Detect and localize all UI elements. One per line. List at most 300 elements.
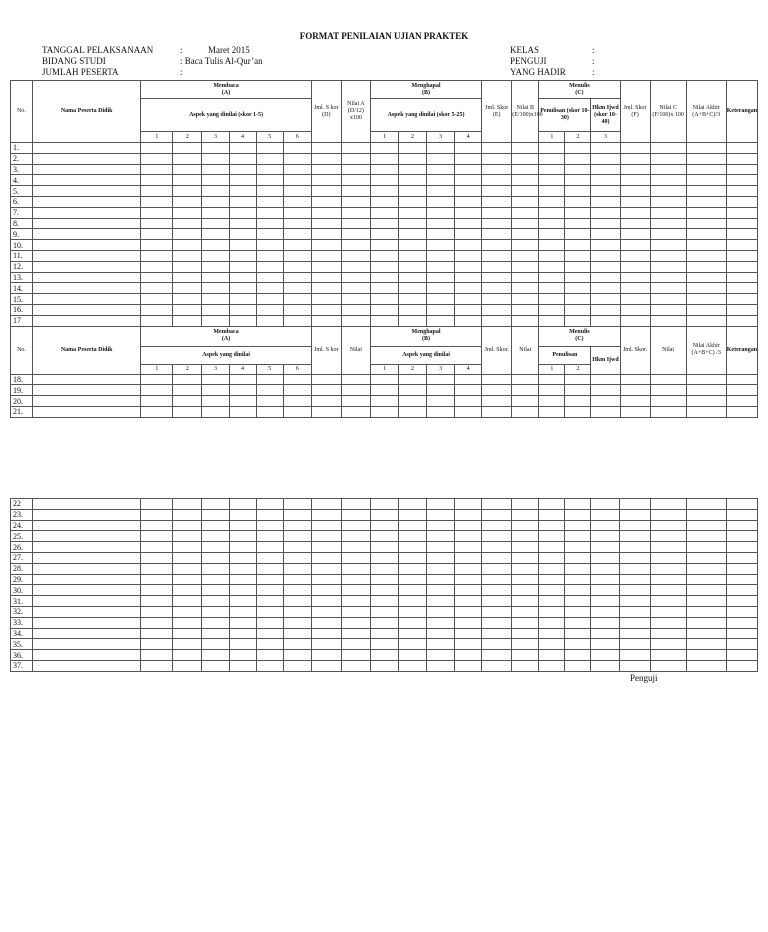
score-cell[interactable]	[33, 606, 141, 617]
score-cell[interactable]	[341, 315, 370, 326]
score-cell[interactable]	[173, 175, 202, 186]
score-cell[interactable]	[565, 304, 591, 315]
score-cell[interactable]	[398, 574, 426, 585]
score-cell[interactable]	[33, 574, 141, 585]
score-cell[interactable]	[173, 574, 202, 585]
score-cell[interactable]	[565, 385, 591, 396]
score-cell[interactable]	[173, 542, 202, 553]
score-cell[interactable]	[686, 406, 726, 417]
score-cell[interactable]	[202, 628, 229, 639]
score-cell[interactable]	[512, 143, 539, 154]
score-cell[interactable]	[229, 207, 256, 218]
score-cell[interactable]	[512, 207, 539, 218]
score-cell[interactable]	[620, 153, 650, 164]
score-cell[interactable]	[311, 396, 341, 407]
score-cell[interactable]	[311, 660, 341, 671]
score-cell[interactable]	[229, 396, 256, 407]
score-cell[interactable]	[33, 499, 141, 510]
score-cell[interactable]	[33, 660, 141, 671]
score-cell[interactable]	[256, 574, 283, 585]
score-cell[interactable]	[565, 406, 591, 417]
score-cell[interactable]	[620, 186, 650, 197]
score-cell[interactable]	[173, 628, 202, 639]
score-cell[interactable]	[33, 552, 141, 563]
score-cell[interactable]	[256, 396, 283, 407]
score-cell[interactable]	[591, 229, 620, 240]
score-cell[interactable]	[283, 294, 311, 305]
score-cell[interactable]	[229, 563, 256, 574]
score-cell[interactable]	[370, 240, 398, 251]
score-cell[interactable]	[256, 563, 283, 574]
score-cell[interactable]	[370, 153, 398, 164]
score-cell[interactable]	[256, 218, 283, 229]
score-cell[interactable]	[256, 304, 283, 315]
score-cell[interactable]	[565, 175, 591, 186]
score-cell[interactable]	[229, 240, 256, 251]
score-cell[interactable]	[341, 574, 370, 585]
score-cell[interactable]	[141, 143, 173, 154]
score-cell[interactable]	[311, 531, 341, 542]
score-cell[interactable]	[455, 552, 482, 563]
score-cell[interactable]	[591, 542, 620, 553]
score-cell[interactable]	[341, 406, 370, 417]
score-cell[interactable]	[229, 531, 256, 542]
score-cell[interactable]	[33, 175, 141, 186]
score-cell[interactable]	[33, 563, 141, 574]
score-cell[interactable]	[256, 143, 283, 154]
score-cell[interactable]	[620, 499, 650, 510]
score-cell[interactable]	[650, 207, 686, 218]
score-cell[interactable]	[512, 272, 539, 283]
score-cell[interactable]	[283, 196, 311, 207]
score-cell[interactable]	[591, 207, 620, 218]
score-cell[interactable]	[426, 509, 454, 520]
score-cell[interactable]	[283, 650, 311, 661]
score-cell[interactable]	[686, 563, 726, 574]
score-cell[interactable]	[341, 218, 370, 229]
score-cell[interactable]	[33, 585, 141, 596]
score-cell[interactable]	[370, 186, 398, 197]
score-cell[interactable]	[256, 406, 283, 417]
score-cell[interactable]	[426, 650, 454, 661]
score-cell[interactable]	[398, 542, 426, 553]
score-cell[interactable]	[341, 396, 370, 407]
score-cell[interactable]	[311, 542, 341, 553]
score-cell[interactable]	[283, 374, 311, 385]
score-cell[interactable]	[539, 650, 565, 661]
score-cell[interactable]	[591, 304, 620, 315]
score-cell[interactable]	[426, 628, 454, 639]
score-cell[interactable]	[565, 240, 591, 251]
score-cell[interactable]	[311, 196, 341, 207]
score-cell[interactable]	[726, 374, 757, 385]
score-cell[interactable]	[341, 143, 370, 154]
score-cell[interactable]	[455, 261, 482, 272]
score-cell[interactable]	[229, 406, 256, 417]
score-cell[interactable]	[311, 143, 341, 154]
score-cell[interactable]	[539, 374, 565, 385]
score-cell[interactable]	[686, 374, 726, 385]
score-cell[interactable]	[650, 261, 686, 272]
score-cell[interactable]	[482, 229, 512, 240]
score-cell[interactable]	[620, 396, 650, 407]
score-cell[interactable]	[565, 650, 591, 661]
score-cell[interactable]	[229, 261, 256, 272]
score-cell[interactable]	[512, 153, 539, 164]
score-cell[interactable]	[341, 520, 370, 531]
score-cell[interactable]	[539, 396, 565, 407]
score-cell[interactable]	[33, 385, 141, 396]
score-cell[interactable]	[726, 385, 757, 396]
score-cell[interactable]	[427, 261, 455, 272]
score-cell[interactable]	[256, 499, 283, 510]
score-cell[interactable]	[398, 385, 426, 396]
score-cell[interactable]	[283, 153, 311, 164]
score-cell[interactable]	[202, 585, 229, 596]
score-cell[interactable]	[482, 218, 512, 229]
score-cell[interactable]	[283, 660, 311, 671]
score-cell[interactable]	[141, 660, 173, 671]
score-cell[interactable]	[141, 175, 173, 186]
score-cell[interactable]	[398, 207, 426, 218]
score-cell[interactable]	[283, 385, 311, 396]
score-cell[interactable]	[202, 596, 229, 607]
score-cell[interactable]	[202, 304, 229, 315]
score-cell[interactable]	[482, 304, 512, 315]
score-cell[interactable]	[455, 585, 482, 596]
score-cell[interactable]	[341, 563, 370, 574]
score-cell[interactable]	[202, 153, 229, 164]
score-cell[interactable]	[141, 628, 173, 639]
score-cell[interactable]	[173, 552, 202, 563]
score-cell[interactable]	[229, 143, 256, 154]
score-cell[interactable]	[341, 207, 370, 218]
score-cell[interactable]	[650, 650, 686, 661]
score-cell[interactable]	[427, 175, 455, 186]
score-cell[interactable]	[726, 396, 757, 407]
score-cell[interactable]	[229, 639, 256, 650]
score-cell[interactable]	[173, 283, 202, 294]
score-cell[interactable]	[539, 304, 565, 315]
score-cell[interactable]	[398, 218, 426, 229]
score-cell[interactable]	[341, 499, 370, 510]
score-cell[interactable]	[620, 520, 650, 531]
score-cell[interactable]	[256, 283, 283, 294]
score-cell[interactable]	[565, 639, 591, 650]
score-cell[interactable]	[512, 218, 539, 229]
score-cell[interactable]	[482, 283, 512, 294]
score-cell[interactable]	[33, 596, 141, 607]
score-cell[interactable]	[620, 385, 650, 396]
score-cell[interactable]	[482, 186, 512, 197]
score-cell[interactable]	[620, 596, 650, 607]
score-cell[interactable]	[398, 499, 426, 510]
score-cell[interactable]	[686, 499, 726, 510]
score-cell[interactable]	[539, 196, 565, 207]
score-cell[interactable]	[283, 617, 311, 628]
score-cell[interactable]	[512, 660, 539, 671]
score-cell[interactable]	[141, 196, 173, 207]
score-cell[interactable]	[686, 396, 726, 407]
score-cell[interactable]	[33, 272, 141, 283]
score-cell[interactable]	[620, 606, 650, 617]
score-cell[interactable]	[33, 542, 141, 553]
score-cell[interactable]	[370, 574, 398, 585]
score-cell[interactable]	[398, 186, 426, 197]
score-cell[interactable]	[283, 283, 311, 294]
score-cell[interactable]	[512, 552, 539, 563]
score-cell[interactable]	[565, 617, 591, 628]
score-cell[interactable]	[620, 639, 650, 650]
score-cell[interactable]	[565, 520, 591, 531]
score-cell[interactable]	[686, 207, 726, 218]
score-cell[interactable]	[539, 552, 565, 563]
score-cell[interactable]	[370, 196, 398, 207]
score-cell[interactable]	[311, 596, 341, 607]
score-cell[interactable]	[427, 153, 455, 164]
score-cell[interactable]	[202, 552, 229, 563]
score-cell[interactable]	[311, 272, 341, 283]
score-cell[interactable]	[398, 196, 426, 207]
score-cell[interactable]	[341, 283, 370, 294]
score-cell[interactable]	[173, 585, 202, 596]
score-cell[interactable]	[229, 283, 256, 294]
score-cell[interactable]	[726, 499, 757, 510]
score-cell[interactable]	[512, 585, 539, 596]
score-cell[interactable]	[256, 229, 283, 240]
score-cell[interactable]	[512, 606, 539, 617]
score-cell[interactable]	[370, 175, 398, 186]
score-cell[interactable]	[173, 660, 202, 671]
score-cell[interactable]	[650, 374, 686, 385]
score-cell[interactable]	[512, 374, 539, 385]
score-cell[interactable]	[726, 294, 757, 305]
score-cell[interactable]	[229, 385, 256, 396]
score-cell[interactable]	[229, 650, 256, 661]
score-cell[interactable]	[650, 229, 686, 240]
score-cell[interactable]	[726, 585, 757, 596]
score-cell[interactable]	[173, 650, 202, 661]
score-cell[interactable]	[591, 385, 620, 396]
score-cell[interactable]	[33, 164, 141, 175]
score-cell[interactable]	[620, 585, 650, 596]
score-cell[interactable]	[283, 606, 311, 617]
score-cell[interactable]	[482, 531, 512, 542]
score-cell[interactable]	[591, 315, 620, 326]
score-cell[interactable]	[482, 207, 512, 218]
score-cell[interactable]	[565, 218, 591, 229]
score-cell[interactable]	[726, 272, 757, 283]
score-cell[interactable]	[455, 272, 482, 283]
score-cell[interactable]	[398, 143, 426, 154]
score-cell[interactable]	[283, 272, 311, 283]
score-cell[interactable]	[398, 304, 426, 315]
score-cell[interactable]	[341, 175, 370, 186]
score-cell[interactable]	[426, 596, 454, 607]
score-cell[interactable]	[650, 596, 686, 607]
score-cell[interactable]	[256, 294, 283, 305]
score-cell[interactable]	[370, 520, 398, 531]
score-cell[interactable]	[311, 218, 341, 229]
score-cell[interactable]	[283, 499, 311, 510]
score-cell[interactable]	[686, 509, 726, 520]
score-cell[interactable]	[256, 617, 283, 628]
score-cell[interactable]	[141, 606, 173, 617]
score-cell[interactable]	[455, 175, 482, 186]
score-cell[interactable]	[686, 143, 726, 154]
score-cell[interactable]	[565, 660, 591, 671]
score-cell[interactable]	[650, 294, 686, 305]
score-cell[interactable]	[370, 374, 398, 385]
score-cell[interactable]	[141, 294, 173, 305]
score-cell[interactable]	[455, 639, 482, 650]
score-cell[interactable]	[229, 250, 256, 261]
score-cell[interactable]	[455, 596, 482, 607]
score-cell[interactable]	[650, 175, 686, 186]
score-cell[interactable]	[256, 531, 283, 542]
score-cell[interactable]	[229, 542, 256, 553]
score-cell[interactable]	[229, 175, 256, 186]
score-cell[interactable]	[33, 374, 141, 385]
score-cell[interactable]	[539, 574, 565, 585]
score-cell[interactable]	[455, 509, 482, 520]
score-cell[interactable]	[141, 207, 173, 218]
score-cell[interactable]	[650, 143, 686, 154]
score-cell[interactable]	[686, 250, 726, 261]
score-cell[interactable]	[539, 143, 565, 154]
score-cell[interactable]	[591, 585, 620, 596]
score-cell[interactable]	[370, 542, 398, 553]
score-cell[interactable]	[686, 531, 726, 542]
score-cell[interactable]	[650, 552, 686, 563]
score-cell[interactable]	[311, 574, 341, 585]
score-cell[interactable]	[427, 240, 455, 251]
score-cell[interactable]	[565, 315, 591, 326]
score-cell[interactable]	[398, 509, 426, 520]
score-cell[interactable]	[427, 229, 455, 240]
score-cell[interactable]	[341, 186, 370, 197]
score-cell[interactable]	[591, 164, 620, 175]
score-cell[interactable]	[370, 650, 398, 661]
score-cell[interactable]	[591, 218, 620, 229]
score-cell[interactable]	[620, 283, 650, 294]
score-cell[interactable]	[283, 304, 311, 315]
score-cell[interactable]	[370, 660, 398, 671]
score-cell[interactable]	[256, 250, 283, 261]
score-cell[interactable]	[650, 617, 686, 628]
score-cell[interactable]	[341, 606, 370, 617]
score-cell[interactable]	[565, 196, 591, 207]
score-cell[interactable]	[455, 250, 482, 261]
score-cell[interactable]	[283, 574, 311, 585]
score-cell[interactable]	[512, 385, 539, 396]
score-cell[interactable]	[202, 315, 229, 326]
score-cell[interactable]	[512, 531, 539, 542]
score-cell[interactable]	[726, 628, 757, 639]
score-cell[interactable]	[482, 261, 512, 272]
score-cell[interactable]	[650, 304, 686, 315]
score-cell[interactable]	[620, 294, 650, 305]
score-cell[interactable]	[33, 294, 141, 305]
score-cell[interactable]	[455, 650, 482, 661]
score-cell[interactable]	[539, 617, 565, 628]
score-cell[interactable]	[482, 509, 512, 520]
score-cell[interactable]	[512, 574, 539, 585]
score-cell[interactable]	[620, 574, 650, 585]
score-cell[interactable]	[482, 542, 512, 553]
score-cell[interactable]	[311, 250, 341, 261]
score-cell[interactable]	[726, 153, 757, 164]
score-cell[interactable]	[650, 396, 686, 407]
score-cell[interactable]	[650, 385, 686, 396]
score-cell[interactable]	[686, 164, 726, 175]
score-cell[interactable]	[202, 272, 229, 283]
score-cell[interactable]	[726, 304, 757, 315]
score-cell[interactable]	[686, 196, 726, 207]
score-cell[interactable]	[370, 261, 398, 272]
score-cell[interactable]	[141, 650, 173, 661]
score-cell[interactable]	[283, 315, 311, 326]
score-cell[interactable]	[455, 617, 482, 628]
score-cell[interactable]	[591, 294, 620, 305]
score-cell[interactable]	[426, 563, 454, 574]
score-cell[interactable]	[455, 374, 482, 385]
score-cell[interactable]	[512, 628, 539, 639]
score-cell[interactable]	[455, 143, 482, 154]
score-cell[interactable]	[33, 315, 141, 326]
score-cell[interactable]	[686, 639, 726, 650]
score-cell[interactable]	[565, 186, 591, 197]
score-cell[interactable]	[141, 520, 173, 531]
score-cell[interactable]	[620, 229, 650, 240]
score-cell[interactable]	[565, 374, 591, 385]
score-cell[interactable]	[33, 639, 141, 650]
score-cell[interactable]	[686, 304, 726, 315]
score-cell[interactable]	[256, 650, 283, 661]
score-cell[interactable]	[370, 396, 398, 407]
score-cell[interactable]	[686, 218, 726, 229]
score-cell[interactable]	[512, 509, 539, 520]
score-cell[interactable]	[650, 531, 686, 542]
score-cell[interactable]	[686, 542, 726, 553]
score-cell[interactable]	[512, 396, 539, 407]
score-cell[interactable]	[591, 509, 620, 520]
score-cell[interactable]	[539, 531, 565, 542]
score-cell[interactable]	[591, 563, 620, 574]
score-cell[interactable]	[141, 552, 173, 563]
score-cell[interactable]	[482, 563, 512, 574]
score-cell[interactable]	[202, 207, 229, 218]
score-cell[interactable]	[512, 175, 539, 186]
score-cell[interactable]	[311, 315, 341, 326]
score-cell[interactable]	[229, 304, 256, 315]
score-cell[interactable]	[283, 406, 311, 417]
score-cell[interactable]	[311, 153, 341, 164]
score-cell[interactable]	[33, 304, 141, 315]
score-cell[interactable]	[455, 304, 482, 315]
score-cell[interactable]	[398, 660, 426, 671]
score-cell[interactable]	[426, 542, 454, 553]
score-cell[interactable]	[726, 196, 757, 207]
score-cell[interactable]	[512, 617, 539, 628]
score-cell[interactable]	[726, 240, 757, 251]
score-cell[interactable]	[482, 196, 512, 207]
score-cell[interactable]	[482, 294, 512, 305]
score-cell[interactable]	[726, 552, 757, 563]
score-cell[interactable]	[311, 374, 341, 385]
score-cell[interactable]	[565, 396, 591, 407]
score-cell[interactable]	[283, 509, 311, 520]
